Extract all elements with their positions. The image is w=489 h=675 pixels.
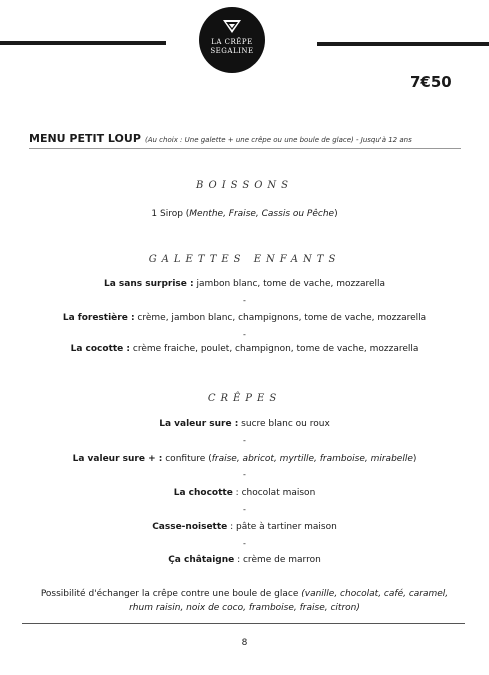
crepe-flavors: fraise, abricot, myrtille, framboise, mirabelle <box>211 454 413 464</box>
footer-note-flavors-cont: rhum raisin, noix de coco, framboise, fraise, citron) <box>129 603 360 613</box>
menu-note: (Au choix : Une galette + une crêpe ou une boule de glace) - Jusqu'à 12 ans <box>145 136 412 144</box>
dash-separator: - <box>243 539 246 548</box>
crepe-item <box>0 555 489 565</box>
galette-name: La sans surprise : <box>103 279 194 289</box>
menu-title: MENU PETIT LOUP <box>29 132 141 145</box>
crepe-name: La chocotte <box>173 488 233 498</box>
crepe-icon <box>221 18 243 34</box>
galette-item <box>0 279 489 289</box>
crepe-desc: : crème de marron <box>234 555 321 565</box>
crepe-item <box>0 454 489 464</box>
crepe-name: Casse-noisette <box>152 522 228 532</box>
crepe-item <box>0 488 489 498</box>
footer-divider <box>22 623 465 624</box>
footer-note-line2 <box>0 603 489 613</box>
galette-item <box>0 344 489 354</box>
boissons-item-text: 1 Sirop ( <box>151 209 190 219</box>
header-rule-right <box>317 42 489 46</box>
crepe-desc: : chocolat maison <box>232 488 316 498</box>
dash-separator: - <box>243 505 246 514</box>
galette-name: La cocotte : <box>70 344 131 354</box>
crepe-item <box>0 522 489 532</box>
crepe-item <box>0 419 489 429</box>
dash-separator: - <box>243 296 246 305</box>
footer-note-flavors: (vanille, chocolat, café, caramel, <box>301 589 449 599</box>
title-divider <box>29 148 461 149</box>
section-heading-boissons: BOISSONS <box>195 180 293 191</box>
price: 7€50 <box>410 73 452 91</box>
page-number: 8 <box>241 638 248 648</box>
galette-desc: crème fraiche, poulet, champignon, tome de vache, mozzarella <box>130 344 419 354</box>
crepe-name: La valeur sure : <box>159 419 239 429</box>
crepe-name: Ça châtaigne <box>168 555 235 565</box>
section-heading-crepes: CRÊPES <box>207 393 282 404</box>
galette-item <box>0 313 489 323</box>
crepe-desc: confiture ( <box>162 454 212 464</box>
logo-text-line2: SEGALINE <box>210 47 254 55</box>
crepe-desc: sucre blanc ou roux <box>238 419 330 429</box>
boissons-item-close: ) <box>334 209 338 219</box>
crepe-desc: : pâte à tartiner maison <box>227 522 337 532</box>
header-rule-left <box>0 41 166 45</box>
section-heading-galettes: GALETTES ENFANTS <box>148 254 341 265</box>
boissons-item-flavors: Menthe, Fraise, Cassis ou Pêche <box>189 209 335 219</box>
galette-desc: jambon blanc, tome de vache, mozzarella <box>193 279 386 289</box>
footer-note-text: Possibilité d'échanger la crêpe contre une boule de glace <box>40 589 302 599</box>
dash-separator: - <box>243 436 246 445</box>
galette-desc: crème, jambon blanc, champignons, tome de vache, mozzarella <box>134 313 427 323</box>
logo-text-line1: LA CRÊPE <box>211 38 253 46</box>
galette-name: La forestière : <box>62 313 135 323</box>
footer-note-line1 <box>0 589 489 599</box>
logo <box>199 7 265 73</box>
boissons-item <box>0 209 489 219</box>
dash-separator: - <box>243 470 246 479</box>
dash-separator: - <box>243 330 246 339</box>
crepe-name: La valeur sure + : <box>72 454 163 464</box>
crepe-close: ) <box>412 454 417 464</box>
